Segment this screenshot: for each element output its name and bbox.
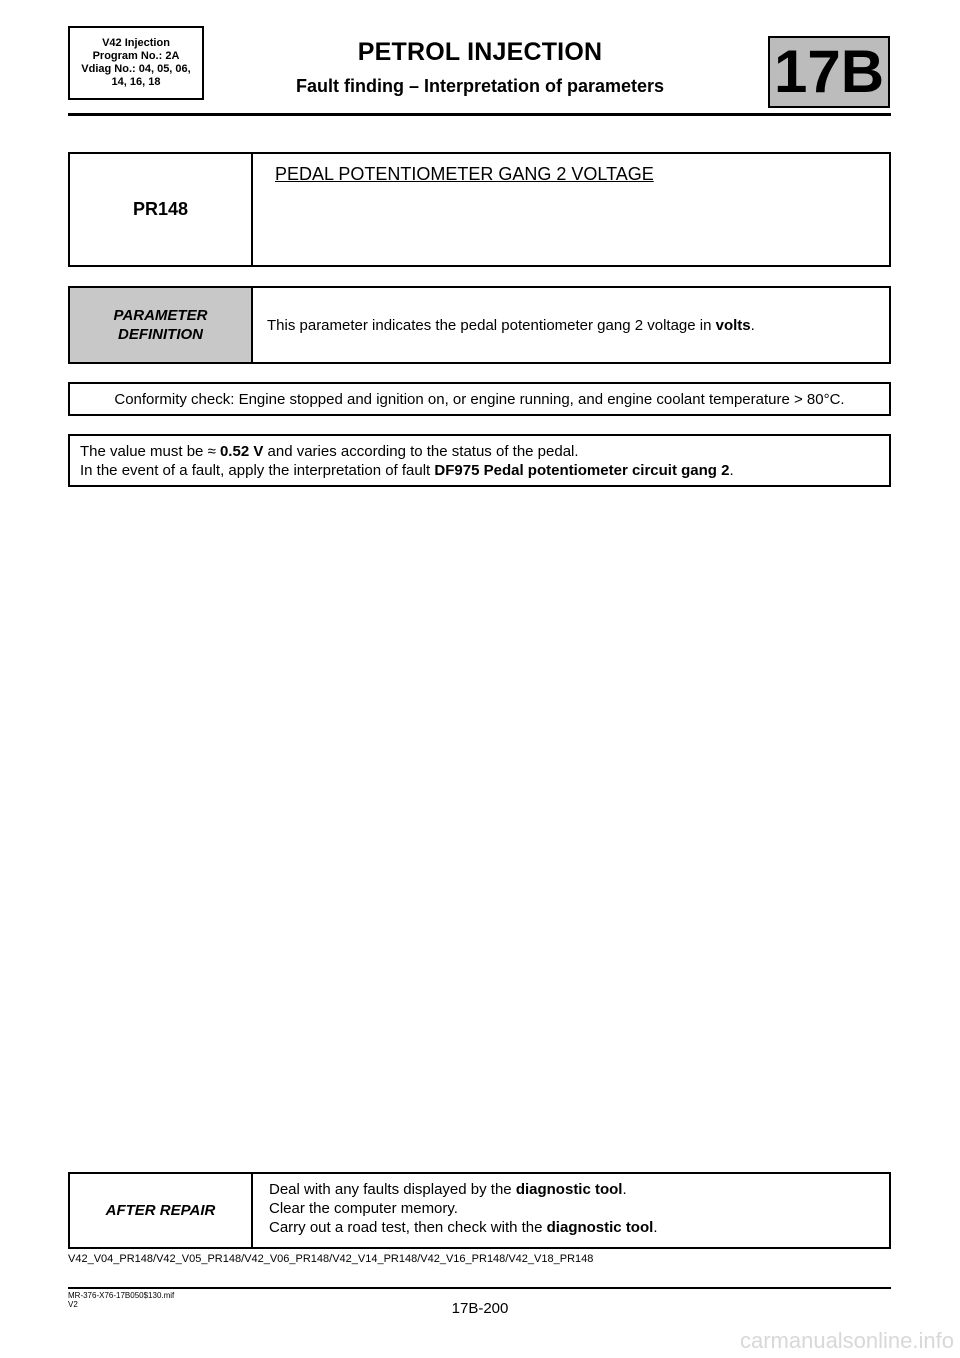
definition-label (70, 288, 253, 362)
value-info-table (68, 434, 891, 487)
page-number: 17B-200 (451, 1300, 509, 1317)
fault-suffix: . (729, 462, 734, 479)
after-repair-step: Clear the computer memory. (269, 1200, 458, 1217)
footer-divider (68, 1287, 891, 1289)
definition-text (253, 288, 889, 362)
value-info-line-2 (80, 461, 889, 480)
step-end: . (622, 1181, 627, 1198)
page-title: PETROL INJECTION (357, 38, 603, 66)
conformity-check-text: Conformity check: Engine stopped and ignition on, or engine running, and engine coolant temperature > 80°C. (114, 390, 845, 408)
after-repair-label: AFTER REPAIR (70, 1174, 253, 1247)
value-info-line-1 (80, 442, 889, 461)
document-reference: V42_V04_PR148/V42_V05_PR148/V42_V06_PR148/V42_V14_PR148/V42_V16_PR148/V42_V18_PR148 (68, 1253, 594, 1265)
vehicle-info-box (68, 26, 204, 100)
parameter-definition-table (68, 286, 891, 364)
fault-prefix: In the event of a fault, apply the interpretation of fault (80, 462, 435, 479)
section-code-badge: 17B (768, 36, 890, 108)
step-tool: diagnostic tool (546, 1219, 654, 1236)
step-end: . (653, 1219, 658, 1236)
page-subtitle: Fault finding – Interpretation of parameters (295, 76, 665, 96)
step-text: Deal with any faults displayed by the (269, 1181, 516, 1198)
parameter-name: PEDAL POTENTIOMETER GANG 2 VOLTAGE (275, 164, 654, 184)
after-repair-step (269, 1180, 889, 1199)
definition-text-end: . (750, 316, 755, 334)
vehicle-info-line: Vdiag No.: 04, 05, 06, (81, 63, 191, 75)
value-prefix: The value must be ≈ (80, 443, 220, 460)
fault-reference: DF975 Pedal potentiometer circuit gang 2 (434, 462, 730, 479)
value-nominal: 0.52 V (219, 443, 264, 460)
watermark: carmanualsonline.info (739, 1328, 954, 1353)
definition-text-unit: volts (715, 316, 751, 334)
conformity-check-table (68, 382, 891, 416)
value-info-text (70, 436, 889, 485)
vehicle-info-line: V42 Injection (102, 37, 170, 49)
header-divider (68, 113, 891, 116)
version: V2 (68, 1300, 78, 1309)
after-repair-steps (253, 1174, 889, 1247)
step-text: Carry out a road test, then check with the (269, 1219, 547, 1236)
parameter-title-table (68, 152, 891, 267)
definition-label-line: DEFINITION (117, 326, 203, 343)
definition-text-pre: This parameter indicates the pedal potentiometer gang 2 voltage in (267, 316, 716, 334)
after-repair-table (68, 1172, 891, 1249)
definition-label-line: PARAMETER (113, 307, 208, 324)
after-repair-step (269, 1218, 889, 1237)
step-tool: diagnostic tool (515, 1181, 623, 1198)
parameter-code: PR148 (70, 154, 253, 265)
file-info (68, 1291, 174, 1309)
vehicle-info-line: 14, 16, 18 (111, 76, 161, 88)
file-name: MR-376-X76-17B050$130.mif (68, 1291, 175, 1300)
vehicle-info-line: Program No.: 2A (92, 50, 180, 62)
value-suffix: and varies according to the status of the pedal. (263, 443, 579, 460)
